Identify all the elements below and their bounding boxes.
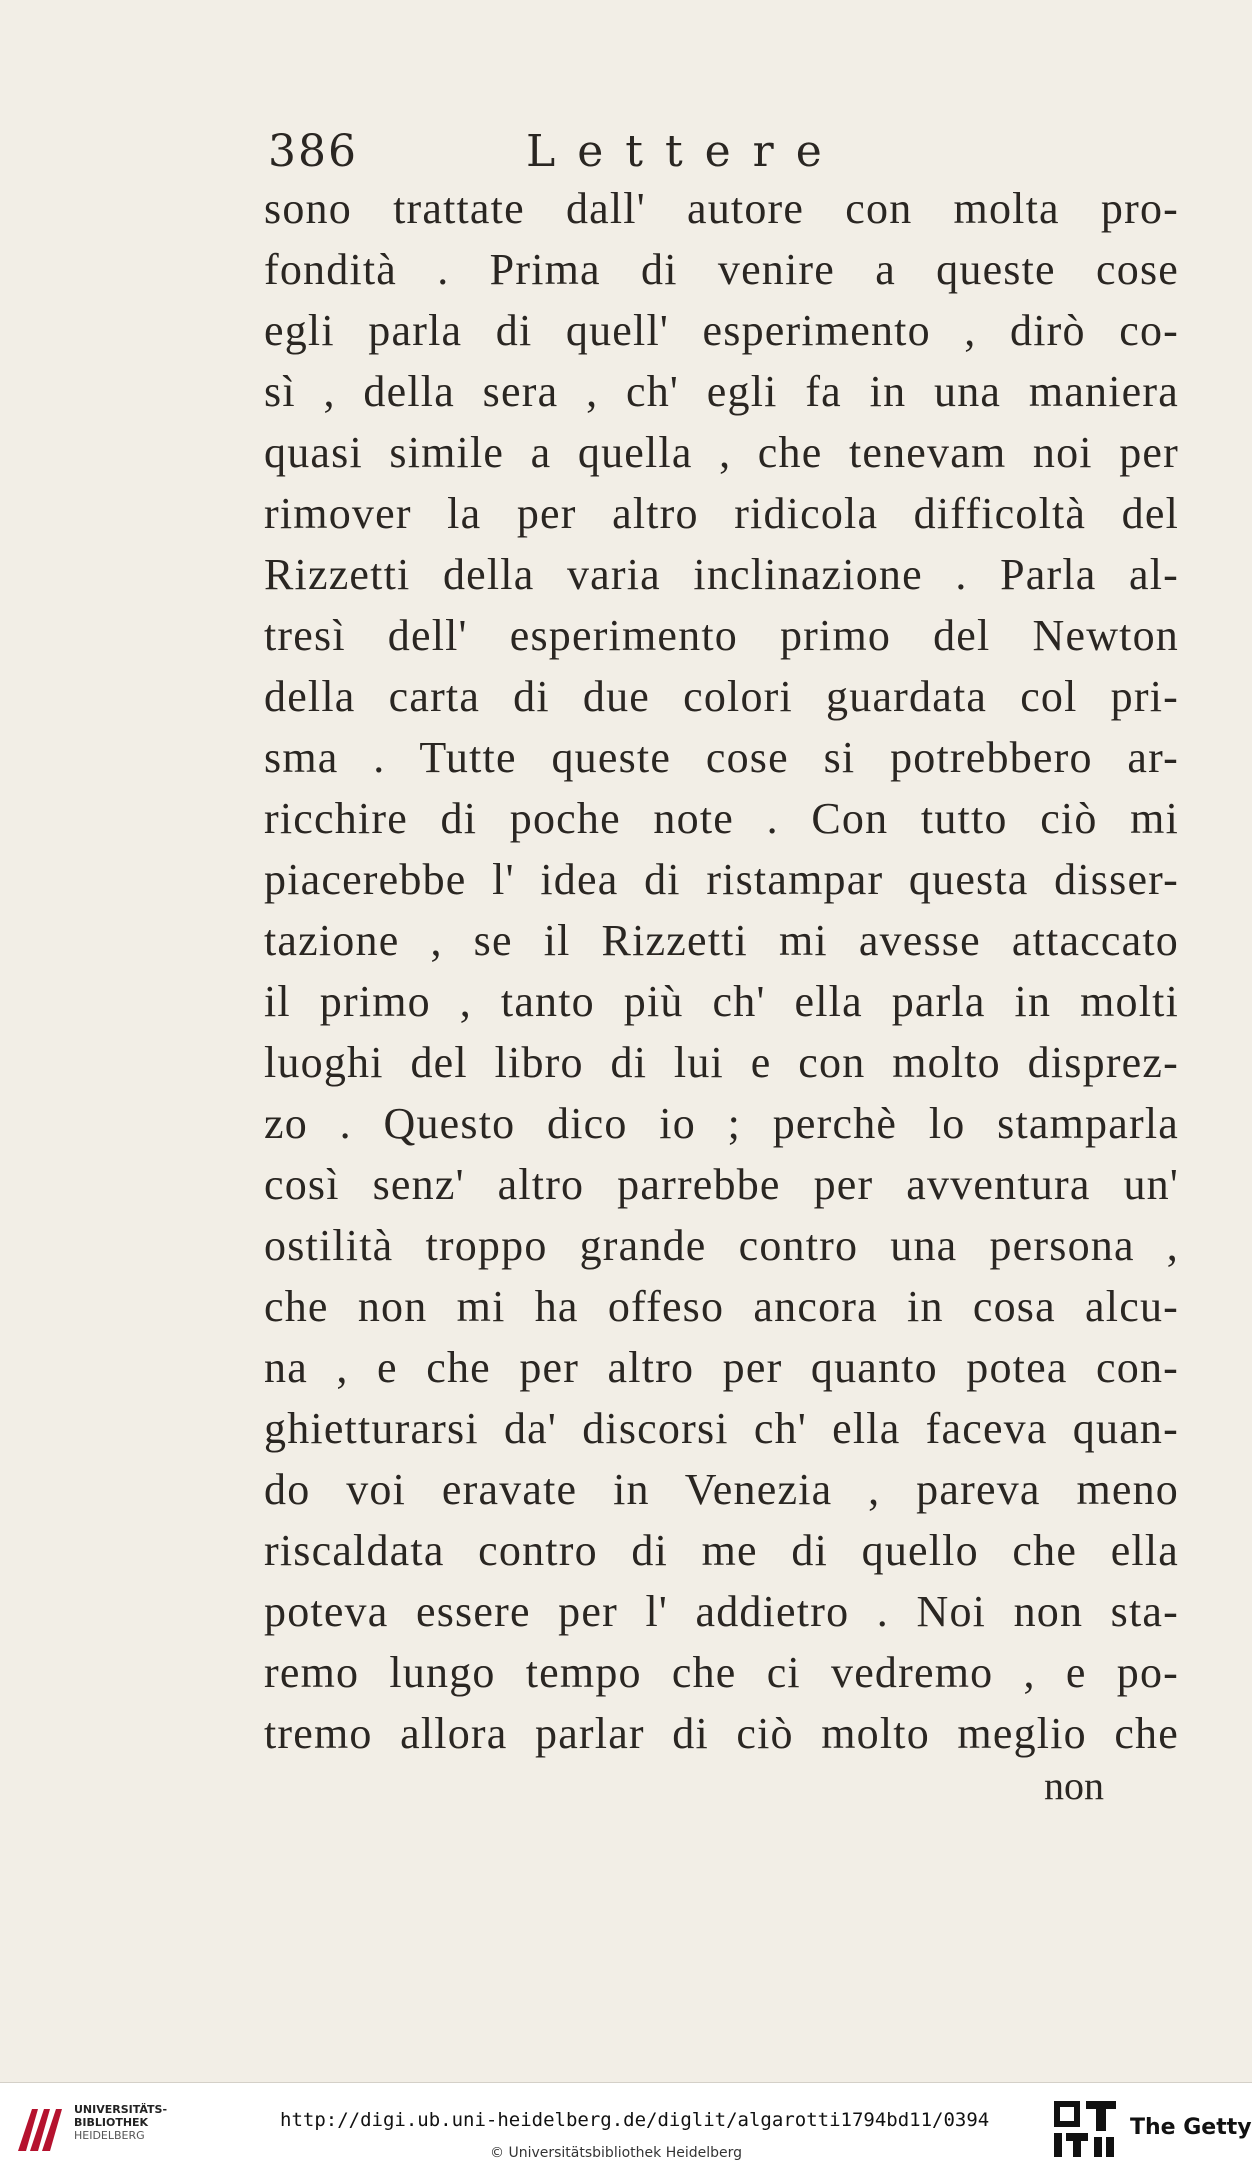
text-line: ghietturarsi da' discorsi ch' ella faceva quan- [264,1404,1179,1453]
text-line: della carta di due colori guardata col pri- [264,672,1179,721]
text-line: luoghi del libro di lui e con molto disprez- [264,1038,1179,1087]
text-line: fondità . Prima di venire a queste cose [264,245,1179,294]
text-line: remo lungo tempo che ci vedremo , e po- [264,1648,1179,1697]
text-line: na , e che per altro per quanto potea con- [264,1343,1179,1392]
page-header [268,126,844,177]
text-line: piacerebbe l' idea di ristampar questa disser- [264,855,1179,904]
viewer-footer [0,2082,1252,2176]
text-line: do voi eravate in Venezia , pareva meno [264,1465,1179,1514]
text-line: quasi simile a quella , che tenevam noi per [264,428,1179,477]
running-title: Lettere [526,126,844,177]
text-line: sì , della sera , ch' egli fa in una maniera [264,367,1179,416]
text-line: Rizzetti della varia inclinazione . Parla al- [264,550,1179,599]
body-text [264,178,1179,1764]
text-line: tazione , se il Rizzetti mi avesse attaccato [264,916,1179,965]
copyright-notice: © Universitätsbibliothek Heidelberg [490,2145,743,2161]
text-line: sma . Tutte queste cose si potrebbero ar- [264,733,1179,782]
text-line: poteva essere per l' addietro . Noi non sta- [264,1587,1179,1636]
text-line: ricchire di poche note . Con tutto ciò mi [264,794,1179,843]
text-line: riscaldata contro di me di quello che ella [264,1526,1179,1575]
getty-logo-icon [1050,2097,1120,2161]
text-line: così senz' altro parrebbe per avventura un' [264,1160,1179,1209]
library-name: UNIVERSITÄTS- BIBLIOTHEK HEIDELBERG [74,2103,168,2142]
text-line: sono trattate dall' autore con molta pro- [264,184,1179,233]
text-line: egli parla di quell' esperimento , dirò co- [264,306,1179,355]
text-line: tremo allora parlar di ciò molto meglio che [264,1709,1179,1758]
text-line: tresì dell' esperimento primo del Newton [264,611,1179,660]
text-line: che non mi ha offeso ancora in cosa alcu- [264,1282,1179,1331]
text-line: ostilità troppo grande contro una persona , [264,1221,1179,1270]
partner-name: The Getty [1130,2115,1252,2140]
university-library-logo-icon [12,2101,70,2159]
text-line: il primo , tanto più ch' ella parla in molti [264,977,1179,1026]
page-number: 386 [268,126,358,177]
text-line: zo . Questo dico io ; perchè lo stamparla [264,1099,1179,1148]
text-line: rimover la per altro ridicola difficoltà del [264,489,1179,538]
catchword: non [1044,1763,1104,1808]
permalink-url[interactable]: http://digi.ub.uni-heidelberg.de/diglit/algarotti1794bd11/0394 [280,2109,990,2131]
